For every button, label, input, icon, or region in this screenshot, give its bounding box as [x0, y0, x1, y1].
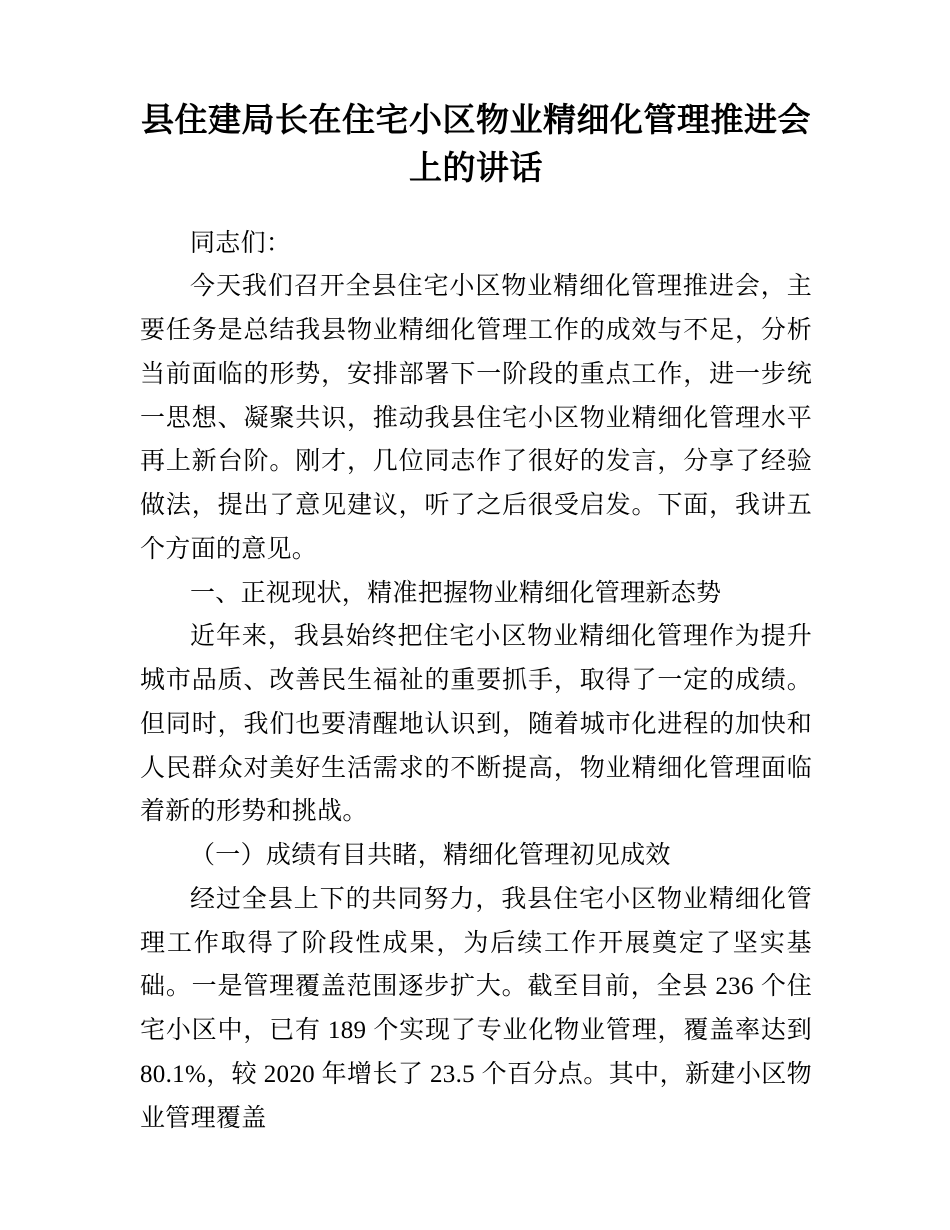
document-body: [140, 222, 812, 1141]
heading-subsection-one: （一）成绩有目共睹，精细化管理初见成效: [190, 842, 671, 870]
paragraph-intro: 今天我们召开全县住宅小区物业精细化管理推进会，主要任务是总结我县物业精细化管理工作的成效与不足，分析当前面临的形势，安排部署下一阶段的重点工作，进一步统一思想、凝聚共识，推动我县住宅小区物业精细化管理水平再上新台阶。刚才，几位同志作了很好的发言，分享了经验做法，提出了意见建议，听了之后很受启发。下面，我讲五个方面的意见。: [140, 273, 812, 563]
paragraph-section-one-body: 近年来，我县始终把住宅小区物业精细化管理作为提升城市品质、改善民生福祉的重要抓手，取得了一定的成绩。但同时，我们也要清醒地认识到，随着城市化进程的加快和人民群众对美好生活需求的不断提高，物业精细化管理面临着新的形势和挑战。: [140, 623, 812, 826]
paragraph-salutation: 同志们：: [190, 229, 292, 257]
heading-section-one: 一、正视现状，精准把握物业精细化管理新态势: [190, 579, 722, 607]
paragraph-subsection-one-body: 经过全县上下的共同努力，我县住宅小区物业精细化管理工作取得了阶段性成果，为后续工作开展奠定了坚实基础。一是管理覆盖范围逐步扩大。截至目前，全县 236 个住宅小区中，已有 189 个实现了专业化物业管理，覆盖率达到 80.1%，较 2020 年增长了 23.5 个百分点。其中，新建小区物业管理覆盖: [140, 885, 812, 1132]
document-title: 县住建局长在住宅小区物业精细化管理推进会上的讲话: [141, 103, 811, 187]
